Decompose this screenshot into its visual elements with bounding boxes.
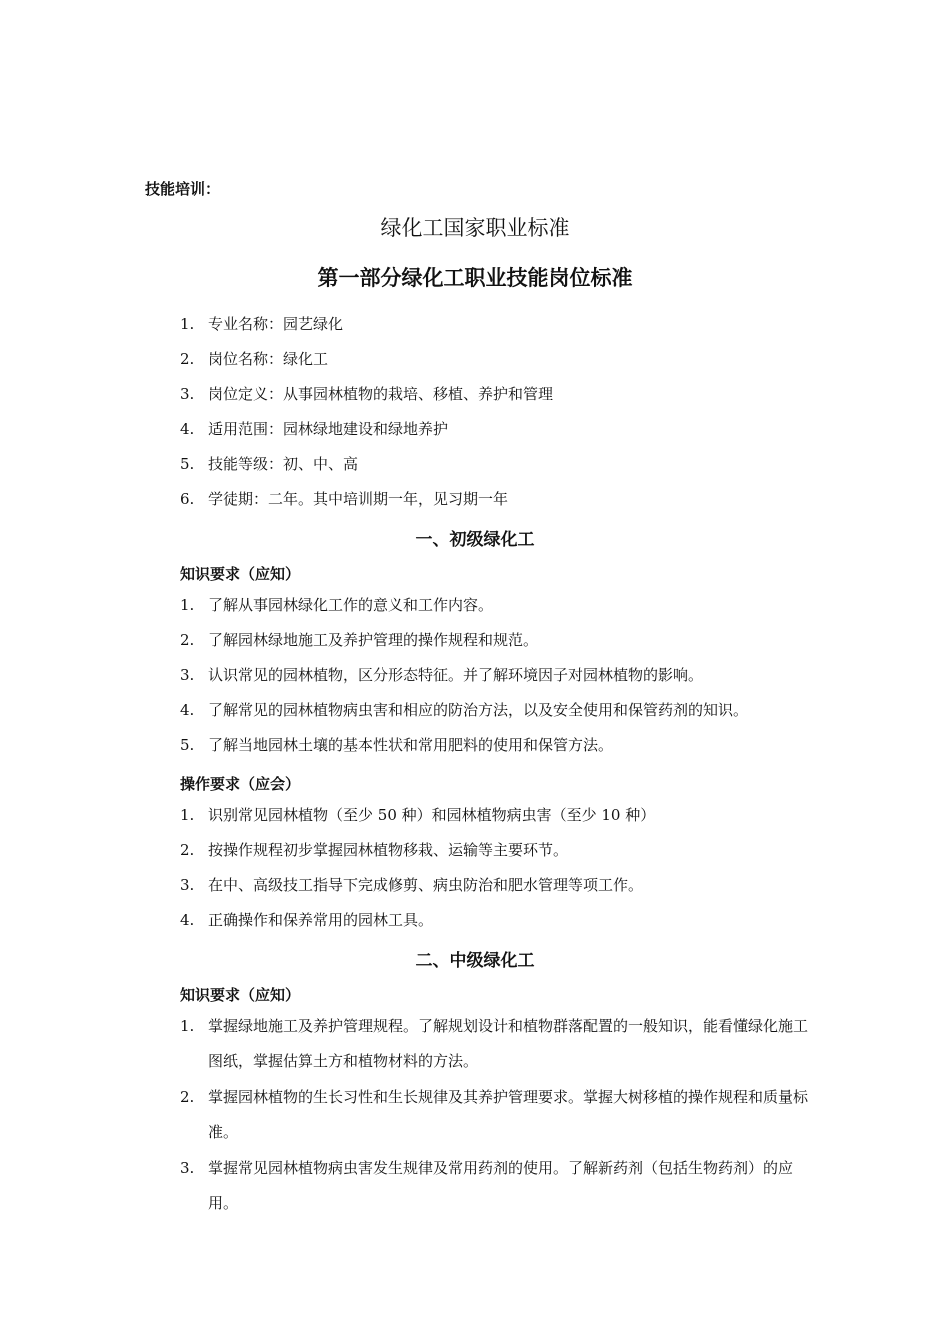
item-text: 了解常见的园林植物病虫害和相应的防治方法，以及安全使用和保管药剂的知识。	[208, 701, 749, 719]
item-number: 2.	[180, 631, 195, 649]
item-text: 了解当地园林土壤的基本性状和常用肥料的使用和保管方法。	[208, 736, 614, 754]
intro-item	[180, 447, 810, 482]
knowledge-item	[180, 1080, 810, 1150]
item-text: 技能等级：初、中、高	[208, 455, 359, 473]
item-number: 4.	[180, 701, 195, 719]
item-text: 在中、高级技工指导下完成修剪、病虫防治和肥水管理等项工作。	[208, 876, 644, 894]
item-text: 了解从事园林绿化工作的意义和工作内容。	[208, 596, 494, 614]
knowledge-item	[180, 658, 810, 693]
item-number: 5.	[180, 736, 195, 754]
document-title: 绿化工国家职业标准	[380, 216, 570, 240]
knowledge-item	[180, 693, 810, 728]
item-text: 按操作规程初步掌握园林植物移栽、运输等主要环节。	[208, 841, 569, 859]
knowledge-item	[180, 728, 810, 763]
item-number: 1.	[180, 1017, 195, 1035]
item-number: 2.	[180, 1088, 195, 1106]
item-text: 岗位名称：绿化工	[208, 350, 329, 368]
knowledge-item	[180, 1009, 810, 1079]
intro-item	[180, 482, 810, 517]
item-number: 1.	[180, 315, 195, 333]
knowledge-item	[180, 623, 810, 658]
item-text: 适用范围：园林绿地建设和绿地养护	[208, 420, 449, 438]
operation-item	[180, 798, 810, 833]
item-number: 3.	[180, 666, 195, 684]
section-title-junior: 一、初级绿化工	[415, 530, 535, 550]
operation-item	[180, 833, 810, 868]
item-text: 岗位定义：从事园林植物的栽培、移植、养护和管理	[208, 385, 554, 403]
item-number: 3.	[180, 385, 195, 403]
section-title-intermediate: 二、中级绿化工	[415, 951, 535, 971]
knowledge-heading: 知识要求（应知）	[180, 565, 301, 583]
knowledge-heading: 知识要求（应知）	[180, 986, 301, 1004]
intro-item	[180, 342, 810, 377]
operation-item	[180, 868, 810, 903]
item-number: 3.	[180, 876, 195, 894]
item-text: 学徒期：二年。其中培训期一年，见习期一年	[208, 490, 509, 508]
intro-item	[180, 412, 810, 447]
item-number: 2.	[180, 841, 195, 859]
header-label: 技能培训：	[145, 180, 221, 198]
item-text: 专业名称：园艺绿化	[208, 315, 344, 333]
document-subtitle: 第一部分绿化工职业技能岗位标准	[317, 266, 633, 290]
item-number: 3.	[180, 1159, 195, 1177]
item-text: 掌握常见园林植物病虫害发生规律及常用药剂的使用。了解新药剂（包括生物药剂）的应用。	[208, 1159, 794, 1212]
item-number: 4.	[180, 420, 195, 438]
item-number: 5.	[180, 455, 195, 473]
intro-item	[180, 377, 810, 412]
item-text: 正确操作和保养常用的园林工具。	[208, 911, 434, 929]
item-text: 掌握绿地施工及养护管理规程。了解规划设计和植物群落配置的一般知识，能看懂绿化施工图纸，掌握估算土方和植物材料的方法。	[208, 1017, 809, 1070]
knowledge-item	[180, 588, 810, 623]
item-text: 认识常见的园林植物，区分形态特征。并了解环境因子对园林植物的影响。	[208, 666, 704, 684]
item-text: 了解园林绿地施工及养护管理的操作规程和规范。	[208, 631, 539, 649]
operation-item	[180, 903, 810, 938]
item-number: 1.	[180, 806, 195, 824]
item-number: 4.	[180, 911, 195, 929]
item-number: 6.	[180, 490, 195, 508]
item-number: 2.	[180, 350, 195, 368]
item-text: 识别常见园林植物（至少 50 种）和园林植物病虫害（至少 10 种）	[208, 806, 656, 824]
knowledge-item	[180, 1151, 810, 1221]
item-number: 1.	[180, 596, 195, 614]
operation-heading: 操作要求（应会）	[180, 775, 301, 793]
intro-item	[180, 307, 810, 342]
item-text: 掌握园林植物的生长习性和生长规律及其养护管理要求。掌握大树移植的操作规程和质量标准。	[208, 1088, 809, 1141]
